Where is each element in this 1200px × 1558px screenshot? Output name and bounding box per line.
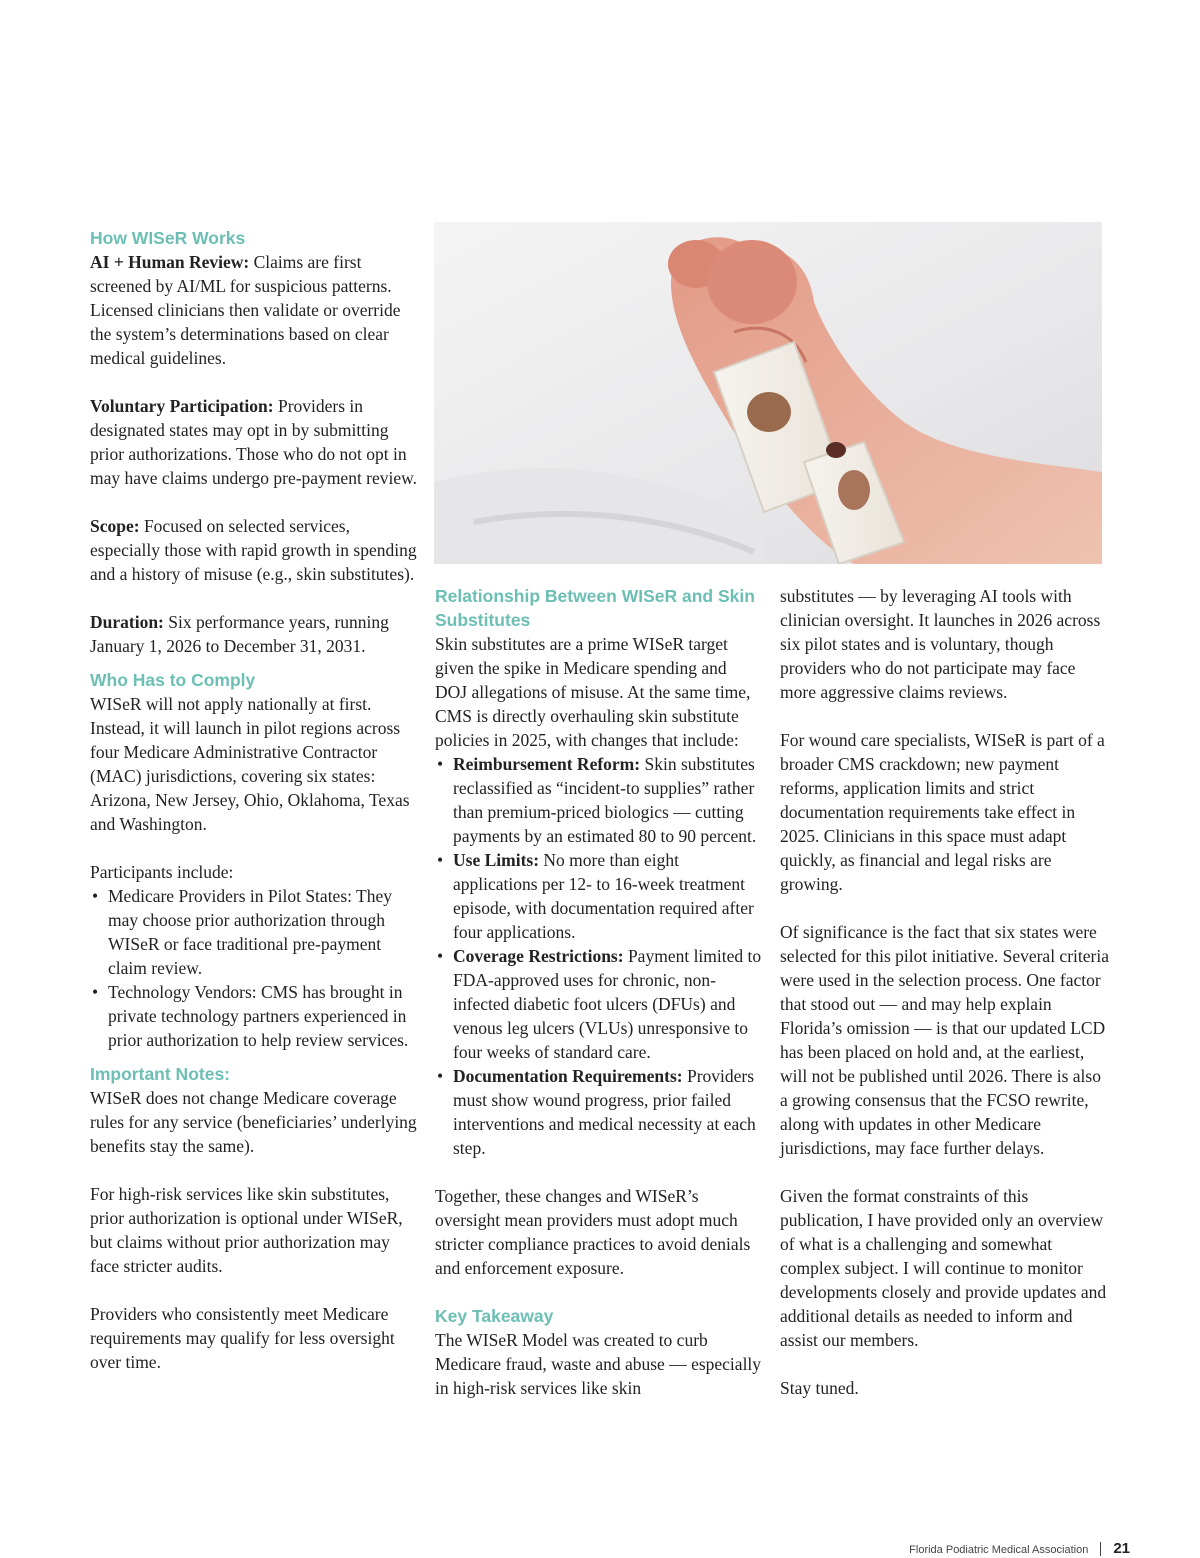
middle-column bbox=[435, 584, 763, 1400]
bullet-icon: • bbox=[92, 886, 99, 906]
key-takeaway-paragraph: The WISeR Model was created to curb Medicare fraud, waste and abuse — especially in high-risk services like skin bbox=[435, 1330, 762, 1398]
duration-text: Six performance years, running January 1, 2026 to December 31, 2031. bbox=[90, 612, 389, 656]
comply-paragraph: WISeR will not apply nationally at first. Instead, it will launch in pilot regions across four Medicare Administrative Contractor (MAC) jurisdictions, covering six states: Arizona, New Jersey, Ohio, Oklahoma, Texas and Washington. bbox=[90, 694, 410, 834]
participants-list bbox=[90, 884, 420, 1052]
footer-divider bbox=[1100, 1542, 1101, 1556]
changes-list bbox=[435, 752, 763, 1160]
together-paragraph: Together, these changes and WISeR’s oversight mean providers must adopt much stricter compliance practices to avoid denials and enforcement exposure. bbox=[435, 1186, 751, 1278]
page-number: 21 bbox=[1113, 1540, 1130, 1557]
ai-review-paragraph bbox=[90, 250, 420, 370]
page-footer bbox=[909, 1540, 1130, 1557]
notes-paragraph-1: WISeR does not change Medicare coverage rules for any service (beneficiaries’ underlying benefits stay the same). bbox=[90, 1088, 417, 1156]
relationship-heading: Relationship Between WISeR and Skin Substitutes bbox=[435, 586, 755, 630]
right-paragraph-3: Of significance is the fact that six states were selected for this pilot initiative. Several criteria were used in the selection process. One factor that stood out — and may help explain Florida’s omission — is that our updated LCD has been placed on hold and, at the earliest, will not be published until 2026. There is also a growing consensus that the FCSO rewrite, along with updates in other Medicare jurisdictions, may face further delays. bbox=[780, 922, 1109, 1158]
publication-name: Florida Podiatric Medical Association bbox=[909, 1544, 1089, 1556]
left-column bbox=[90, 226, 420, 1374]
duration-paragraph bbox=[90, 610, 420, 658]
scope-label: Scope: bbox=[90, 516, 140, 536]
voluntary-text: Providers in designated states may opt in by submitting prior authorizations. Those who do not opt in may have claims undergo pre-payment review. bbox=[90, 396, 418, 488]
list-item: • Technology Vendors: CMS has brought in private technology partners experienced in prior authorization to help review services. bbox=[92, 982, 409, 1050]
right-column bbox=[780, 584, 1110, 1400]
notes-paragraph-2: For high-risk services like skin substitutes, prior authorization is optional under WISeR, but claims without prior authorization may face stricter audits. bbox=[90, 1184, 403, 1276]
bullet-icon: • bbox=[437, 1066, 444, 1086]
voluntary-participation-paragraph bbox=[90, 394, 420, 490]
right-paragraph-1: substitutes — by leveraging AI tools with clinician oversight. It launches in 2026 across six pilot states and is voluntary, though providers who do not participate may face more aggressive claims reviews. bbox=[780, 586, 1101, 702]
bullet-icon: • bbox=[437, 946, 444, 966]
right-paragraph-5: Stay tuned. bbox=[780, 1378, 859, 1398]
voluntary-label: Voluntary Participation: bbox=[90, 396, 274, 416]
ai-review-label: AI + Human Review: bbox=[90, 252, 250, 272]
relationship-paragraph: Skin substitutes are a prime WISeR target given the spike in Medicare spending and DOJ allegations of misuse. At the same time, CMS is directly overhauling skin substitute policies in 2025, with changes that include: bbox=[435, 634, 751, 750]
bullet-icon: • bbox=[92, 982, 99, 1002]
ai-review-text: Claims are first screened by AI/ML for suspicious patterns. Licensed clinicians then validate or override the system’s determinations based on clear medical guidelines. bbox=[90, 252, 401, 368]
notes-paragraph-3: Providers who consistently meet Medicare requirements may qualify for less oversight over time. bbox=[90, 1304, 395, 1372]
bullet-icon: • bbox=[437, 850, 444, 870]
important-notes-heading: Important Notes: bbox=[90, 1064, 230, 1084]
duration-label: Duration: bbox=[90, 612, 164, 632]
list-item: • Documentation Requirements: Providers must show wound progress, prior failed interventions and medical necessity at each step. bbox=[437, 1066, 756, 1158]
list-item: • Coverage Restrictions: Payment limited to FDA-approved uses for chronic, non-infected diabetic foot ulcers (DFUs) and venous leg ulcers (VLUs) unresponsive to four weeks of standard care. bbox=[437, 946, 762, 1062]
list-item: • Use Limits: No more than eight applications per 12- to 16-week treatment episode, with documentation required after four applications. bbox=[437, 850, 754, 942]
how-wiser-works-heading: How WISeR Works bbox=[90, 228, 246, 248]
list-item: • Medicare Providers in Pilot States: They may choose prior authorization through WISeR or face traditional pre-payment claim review. bbox=[92, 886, 393, 978]
scope-text: Focused on selected services, especially those with rapid growth in spending and a history of misuse (e.g., skin substitutes). bbox=[90, 516, 417, 584]
right-paragraph-2: For wound care specialists, WISeR is part of a broader CMS crackdown; new payment reforms, application limits and strict documentation requirements take effect in 2025. Clinicians in this space must adapt quickly, as financial and legal risks are growing. bbox=[780, 730, 1105, 894]
bandaged-foot-photo bbox=[434, 222, 1102, 564]
participants-intro: Participants include: bbox=[90, 862, 234, 882]
who-has-to-comply-heading: Who Has to Comply bbox=[90, 670, 256, 690]
right-paragraph-4: Given the format constraints of this publication, I have provided only an overview of what is a challenging and somewhat complex subject. I will continue to monitor developments closely and provide updates and additional details as needed to inform and assist our members. bbox=[780, 1186, 1107, 1350]
list-item: • Reimbursement Reform: Skin substitutes reclassified as “incident-to supplies” rather than premium-priced biologics — cutting payments by an estimated 80 to 90 percent. bbox=[437, 754, 757, 846]
key-takeaway-heading: Key Takeaway bbox=[435, 1306, 554, 1326]
bullet-icon: • bbox=[437, 754, 444, 774]
scope-paragraph bbox=[90, 514, 420, 586]
